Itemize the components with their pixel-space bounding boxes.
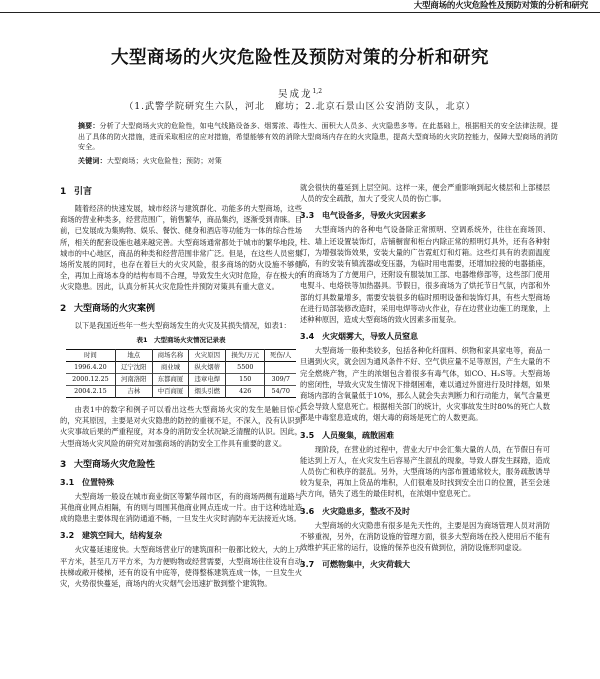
table-header-cell: 死伤/人 (265, 350, 296, 362)
subsection-title: 火灾烟雾大，导致人员窒息 (322, 332, 418, 342)
subsection-title: 建筑空间大，结构复杂 (82, 531, 162, 541)
keywords-text: 大型商场；火灾危险性；预防；对策 (106, 157, 223, 165)
subsection-number: 3.7 (300, 560, 315, 570)
abstract-label: 摘要： (78, 122, 100, 130)
subsection-title: 电气设备多，导致火灾因素多 (322, 211, 426, 221)
subsection-heading (300, 559, 550, 570)
table-row (66, 386, 296, 398)
table-cell: 违章电焊 (189, 374, 226, 386)
section-number: 1 (60, 187, 67, 197)
author (0, 86, 600, 100)
paragraph: 现阶段，在营业的过程中，营业大厅中会汇集大量的人员，在节假日有可能达到上万人，在火灾发生后容易产生混乱的现象，导致人群发生踩踏，造成人员伤亡和秩序的混乱。另外，大型商场的内部布置通常较大，服务疏散诱导较为复杂，再加上货品的堆积，人们很难及时找到安全出口的位置，甚至会迷失方向，错失了逃生的最佳时机，在浓烟中窒息死亡。 (300, 444, 550, 499)
table-cell: 54/70 (265, 386, 296, 398)
subsection-heading (60, 530, 302, 541)
table-header-cell: 商场名称 (152, 350, 189, 362)
table-caption: 表1 大型商场火灾情况记录表 (136, 335, 226, 344)
paragraph: 大型商场一般种类较多，包括各种化纤面料、织物和家具家电等，商品一旦遇到火灾，就会因为通风条件不好、空气供应量不足等原因，产生大量的不完全燃烧产物，产生的浓烟包含着很多有毒气体，如CO、H₂S等。大型商场的密闭性，导致火灾发生情况下排烟困难，难以通过外窗进行及时排烟，如果商场内部的含氧量低于10%，那么人就会失去判断力和行动能力，氧气含量更低会导致人窒息死亡。根据相关部门的统计，火灾事故发生时80%的死亡人数都是中毒窒息造成的，烟大毒的商场是死亡的人数更高。 (300, 346, 550, 423)
table-header-row (66, 350, 296, 362)
table-cell: 2004.2.15 (74, 387, 107, 396)
subsection-number: 3.2 (60, 531, 75, 541)
abstract (78, 121, 558, 153)
section-number: 2 (60, 303, 67, 314)
article-title: 大型商场的火灾危险性及预防对策的分析和研究 (111, 48, 489, 68)
paragraph: 由表1中的数字和例子可以看出这些大型商场火灾的发生是触目惊心的，究其原因，主要是对火灾隐患的防控的重视不足，不深入，没有认识到火灾事故后果的严重程度，对本身的消防安全状况缺乏清醒的认识。因此，大型商场火灾风险的研究对加强商场的消防安全工作具有重要的意义。 (60, 405, 302, 448)
author-affiliation-marks: 1,2 (312, 87, 323, 95)
table-cell: 中百商厦 (152, 386, 189, 398)
subsection-title: 可燃物集中，火灾荷载大 (322, 560, 410, 570)
paragraph: 火灾蔓延速度快。大型商场营业厅的建筑面积一般都比较大，大的上万平方米，甚至几万平方米，为方便购物或经营需要，大型商场往往设有自动扶梯或敞开楼梯，还有的设有中庭等，使得整栋建筑连成一体，一旦发生火灾，火势很快蔓延，商场内的火灾烟气会迅速扩散到整个建筑物。 (60, 545, 302, 589)
table-header-cell: 地点 (115, 350, 152, 362)
subsection-title: 人员聚集，疏散困难 (322, 430, 394, 440)
table-cell: 426 (226, 386, 265, 398)
section-heading (60, 459, 302, 471)
table-header-cell: 火灾原因 (189, 350, 226, 362)
table-cell: 河南洛阳 (115, 374, 152, 386)
section-heading (60, 186, 302, 198)
paragraph: 大型商场一般设在城市商业街区等繁华闹市区，有的商场两侧有道路与其他商业网点相隔，有的则与周围其他商业网点连成一片。由于这种选址造成的隐患主要体现在消防通道不畅，一旦发生火灾时消防车无法接近火场。 (60, 491, 302, 524)
paragraph: 大型商场的火灾隐患有很多是先天性的，主要是因为商场管理人员对消防不够重视，另外，在消防设施的管理方面，很多大型商场在投入使用后不能有效维护其正常的运行，设施的保养也没有做到位，消防设施形同虚设。 (300, 520, 550, 553)
keywords (78, 156, 558, 166)
table-cell: 150 (226, 374, 265, 386)
subsection-heading (60, 477, 302, 488)
table-cell: 东都商厦 (152, 374, 189, 386)
subsection-number: 3.3 (300, 211, 315, 221)
affiliation: （1.武警学院研究生六队，河北 廊坊；2.北京石景山区公安消防支队，北京） (124, 102, 476, 112)
table-header-cell: 损失/万元 (226, 350, 265, 362)
table-cell: 纵火烟蒂 (189, 362, 226, 374)
section-number: 3 (60, 459, 67, 470)
table-cell: 商业城 (152, 362, 189, 374)
table-row (66, 374, 296, 386)
left-column (60, 176, 302, 589)
table-cell (265, 362, 296, 374)
section-heading (60, 303, 302, 315)
paragraph: 大型商场内的各种电气设备除正常照明、空调系统外，往往在商场顶、柱、墙上还设置装饰灯，店铺橱窗和柜台内除正常的照明灯具外，还有各种射灯，为增强装饰效果，安装大量的广告霓虹灯和灯箱。这些灯具有的表面温度高，有的安装有镇流器或变压器，为临时用电需要，还增加拉接的电器插座，有的商场为了方便用户，还附设有服装加工部、电器维修部等，这些部门使用电熨斗、电烙铁等加热器具。节假日，很多商场为了烘托节日气氛，内部和外部的灯具数量增多，需要安装很多的临时照明设备和装饰灯具，有些大型商场在进行局部装修改造时，采用电焊等动火作业，存在边营业边施工的现象，上述种种原因，造成大型商场的致火因素多而复杂。 (300, 225, 550, 325)
author-name: 吴成龙 (277, 89, 313, 100)
subsection-heading (300, 210, 550, 221)
subsection-number: 3.1 (60, 477, 75, 487)
right-column (300, 182, 550, 573)
running-head: 大型商场的火灾危险性及预防对策的分析和研究 (0, 0, 600, 13)
subsection-heading (300, 430, 550, 441)
paragraph: 以下是我国近些年一些大型商场发生的火灾及其损失情况，如表1： (74, 320, 291, 330)
table-cell: 309/7 (265, 374, 296, 386)
table-cell: 吉林 (115, 386, 152, 398)
keywords-label: 关键词： (78, 157, 107, 165)
section-title: 大型商场火灾危险性 (74, 459, 156, 470)
paragraph: 随着经济的快速发展，城市经济与建筑群化、功能多的大型商场，这些商场的营业种类多，经营范围广，销售繁华，商品集约，逐渐受到青睐。目前，已发展成为集购物、娱乐、餐饮、健身和酒店等功能为一体的综合性场所，相关的配套设施也越来越完善。大型商场通常都处于城市的繁华地段，城市的中心地区，商品的种类和经营范围非常广泛。但是，在这些人员密集场所发展的同时，也存在着巨大的火灾风险，很多商场的防火设施不够健全，再加上商场本身的结构布局不合理，导致发生火灾时危险，存在极大的火灾隐患。因此，认真分析其火灾危险性并预防对策具有重大意义。 (60, 204, 302, 292)
subsection-title: 火灾隐患多，整改不及时 (322, 506, 410, 516)
table-cell: 烟头引燃 (189, 386, 226, 398)
table-cell: 1996.4.20 (74, 363, 107, 372)
section-title: 大型商场的火灾案例 (74, 303, 156, 314)
paragraph: 就会很快的蔓延到上层空间。这样一来，便会严重影响到起火楼层和上部楼层人员的安全疏散，加大了受灾人员的伤亡事。 (300, 183, 550, 204)
table-cell: 2000.12.25 (72, 375, 109, 384)
section-title: 引言 (74, 187, 93, 197)
table-cell: 辽宁沈阳 (115, 362, 152, 374)
subsection-heading (300, 506, 550, 517)
table-row (66, 362, 296, 374)
subsection-number: 3.6 (300, 506, 315, 516)
table-header-cell: 时间 (84, 351, 97, 360)
subsection-title: 位置特殊 (82, 477, 114, 487)
subsection-number: 3.4 (300, 332, 315, 342)
fire-cases-table (66, 349, 296, 398)
abstract-text: 分析了大型商场火灾的危险性，如电气线路设备多、烟雾浓、毒性大、面积大人员多、火灾隐患多等。在此基础上，根据相关的安全法律法规，提出了具体的防火措施，进而采取相应的应对措施，希望能够有效的消除大型商场内存在的火灾隐患，提高大型商场的火灾防控能力，保障大型商场的消防安全。 (78, 122, 558, 152)
table-cell: 5500 (226, 362, 265, 374)
subsection-number: 3.5 (300, 430, 315, 440)
subsection-heading (300, 331, 550, 342)
